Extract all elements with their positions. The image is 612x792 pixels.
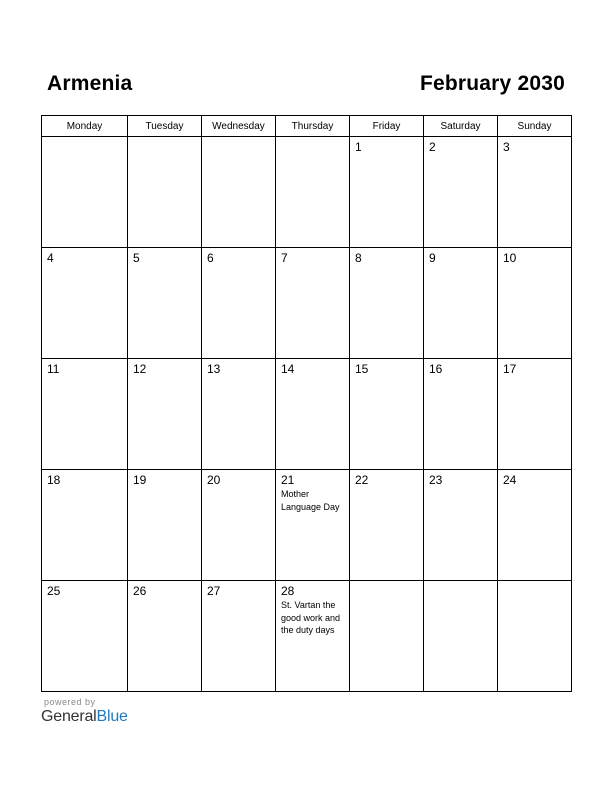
day-cell	[128, 248, 202, 359]
holiday-label	[424, 265, 497, 266]
day-number: 4	[47, 251, 54, 265]
day-number: 17	[503, 362, 517, 376]
day-cell	[42, 470, 128, 581]
holiday-label	[128, 376, 201, 377]
week-row	[42, 248, 572, 359]
footer	[41, 697, 128, 726]
weekday-saturday: Saturday	[424, 116, 498, 137]
holiday-label	[128, 265, 201, 266]
day-number: 27	[207, 584, 221, 598]
day-cell	[202, 359, 276, 470]
holiday-label	[42, 598, 127, 599]
holiday-label	[276, 265, 349, 266]
day-number: 5	[133, 251, 140, 265]
holiday-label	[42, 141, 127, 142]
day-cell	[202, 248, 276, 359]
day-cell	[128, 581, 202, 692]
day-cell	[498, 137, 572, 248]
day-cell	[128, 137, 202, 248]
weekday-wednesday: Wednesday	[202, 116, 276, 137]
holiday-label	[350, 265, 423, 266]
day-number: 3	[503, 140, 510, 154]
holiday-label	[498, 487, 571, 488]
powered-by-text: powered by	[44, 697, 96, 707]
holiday-label	[276, 141, 349, 142]
calendar-grid	[41, 115, 572, 692]
day-number: 8	[355, 251, 362, 265]
holiday-label	[498, 154, 571, 155]
day-number: 18	[47, 473, 61, 487]
day-number: 19	[133, 473, 147, 487]
holiday-label	[498, 376, 571, 377]
weekday-friday: Friday	[350, 116, 424, 137]
day-cell	[42, 137, 128, 248]
holiday-label	[128, 598, 201, 599]
day-number: 22	[355, 473, 369, 487]
weekday-sunday: Sunday	[498, 116, 572, 137]
holiday-label	[498, 265, 571, 266]
day-cell	[350, 581, 424, 692]
day-cell	[276, 248, 350, 359]
brand-general: General	[41, 708, 97, 725]
holiday-label	[424, 585, 497, 586]
holiday-label: St. Vartan the good work and the duty days	[281, 600, 341, 635]
day-cell	[202, 581, 276, 692]
holiday-label	[128, 141, 201, 142]
holiday-label	[424, 154, 497, 155]
day-number: 7	[281, 251, 288, 265]
holiday-label	[202, 376, 275, 377]
holiday-label	[202, 598, 275, 599]
day-cell	[276, 359, 350, 470]
day-cell	[498, 470, 572, 581]
day-number: 16	[429, 362, 443, 376]
day-number: 24	[503, 473, 517, 487]
day-cell	[276, 137, 350, 248]
day-cell	[424, 470, 498, 581]
holiday-label	[128, 487, 201, 488]
day-cell	[202, 470, 276, 581]
holiday-label	[202, 487, 275, 488]
holiday-label	[424, 376, 497, 377]
country-title: Armenia	[47, 72, 133, 95]
weekday-thursday: Thursday	[276, 116, 350, 137]
day-cell	[128, 359, 202, 470]
weekday-header-row	[42, 116, 572, 137]
day-number: 26	[133, 584, 147, 598]
day-number: 23	[429, 473, 443, 487]
holiday-label	[276, 376, 349, 377]
brand-blue: Blue	[96, 708, 128, 725]
day-number: 1	[355, 140, 362, 154]
day-cell	[350, 470, 424, 581]
holiday-label	[42, 265, 127, 266]
day-number: 14	[281, 362, 295, 376]
brand-logo[interactable]	[41, 708, 128, 726]
day-number: 9	[429, 251, 436, 265]
day-cell	[498, 581, 572, 692]
weekday-monday: Monday	[42, 116, 128, 137]
month-year-title: February 2030	[419, 72, 565, 95]
day-cell	[42, 359, 128, 470]
weekday-tuesday: Tuesday	[128, 116, 202, 137]
day-number: 25	[47, 584, 61, 598]
holiday-label	[350, 154, 423, 155]
holiday-label	[424, 487, 497, 488]
day-cell	[424, 248, 498, 359]
holiday-label	[202, 141, 275, 142]
day-number: 11	[47, 362, 60, 376]
holiday-label	[350, 487, 423, 488]
day-number: 2	[429, 140, 436, 154]
day-number: 10	[503, 251, 517, 265]
holiday-label	[498, 585, 571, 586]
day-cell	[350, 137, 424, 248]
day-cell	[424, 581, 498, 692]
day-cell	[424, 137, 498, 248]
week-row	[42, 137, 572, 248]
day-number: 28	[281, 584, 295, 598]
holiday-label	[42, 376, 127, 377]
day-number: 15	[355, 362, 369, 376]
day-cell	[350, 248, 424, 359]
week-row	[42, 470, 572, 581]
day-cell	[202, 137, 276, 248]
day-cell	[350, 359, 424, 470]
day-cell	[424, 359, 498, 470]
day-cell	[276, 581, 350, 692]
day-number: 21	[281, 473, 295, 487]
day-cell	[498, 248, 572, 359]
day-number: 13	[207, 362, 221, 376]
holiday-label	[202, 265, 275, 266]
week-row	[42, 359, 572, 470]
holiday-label	[350, 376, 423, 377]
day-number: 20	[207, 473, 221, 487]
day-cell	[42, 581, 128, 692]
week-row	[42, 581, 572, 692]
holiday-label	[350, 585, 423, 586]
day-cell	[498, 359, 572, 470]
day-number: 6	[207, 251, 214, 265]
holiday-label: Mother Language Day	[281, 489, 340, 512]
day-cell	[128, 470, 202, 581]
day-cell	[42, 248, 128, 359]
day-cell	[276, 470, 350, 581]
day-number: 12	[133, 362, 147, 376]
holiday-label	[42, 487, 127, 488]
